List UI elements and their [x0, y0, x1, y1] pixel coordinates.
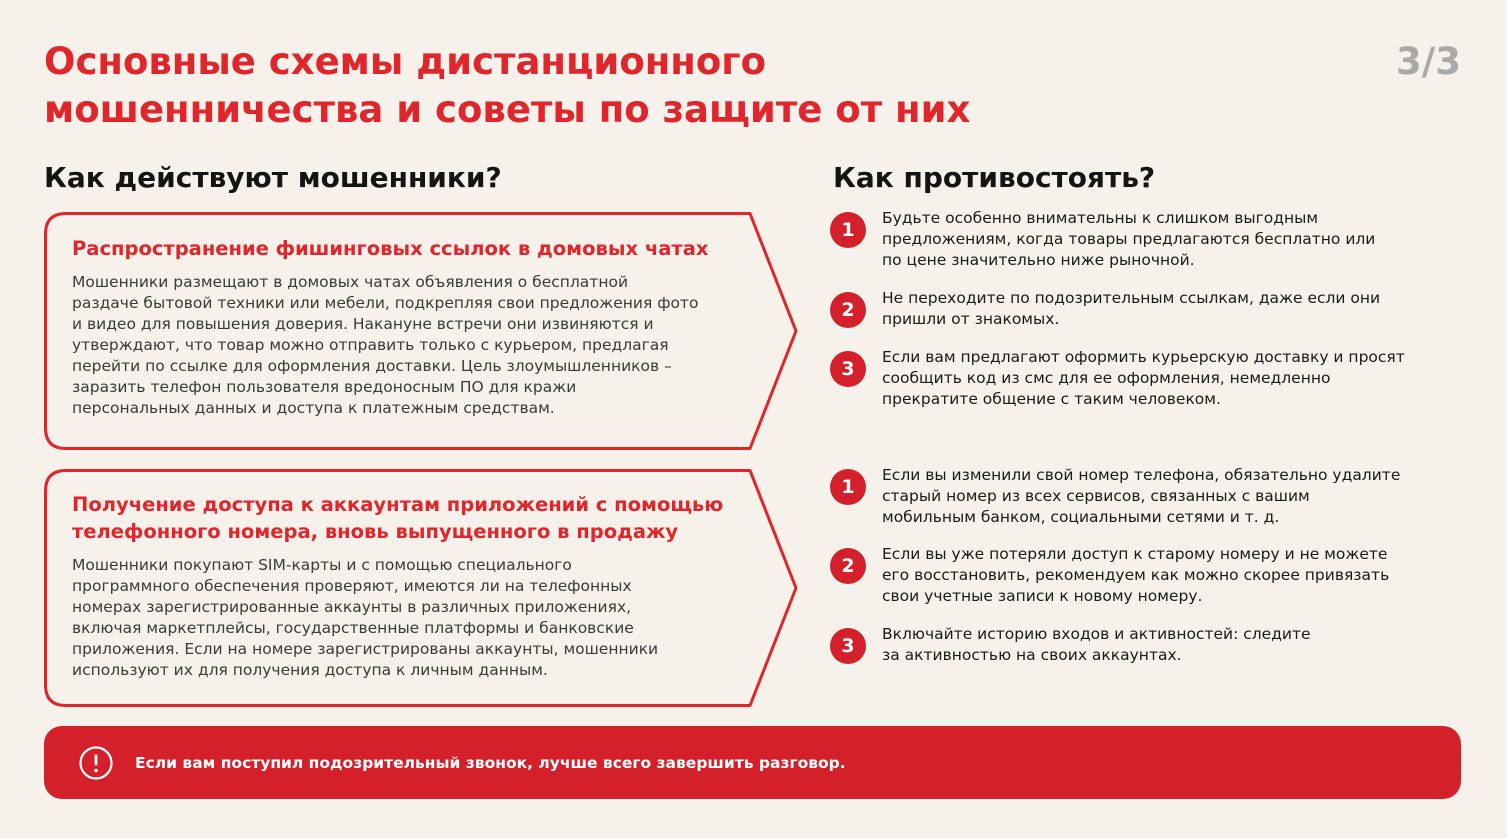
tip-number-badge: 3: [830, 351, 866, 387]
tip-text-line: Если вы уже потеряли доступ к старому номеру и не можете: [882, 545, 1388, 563]
tip-text: [882, 465, 1400, 528]
scheme-description-line: персональных данных и доступа к платежным средствам.: [72, 399, 555, 417]
tip-text: [882, 208, 1375, 271]
page-indicator: 3/3: [1395, 40, 1461, 83]
tip-text-line: пришли от знакомых.: [882, 310, 1060, 328]
tip-number-badge: 2: [830, 548, 866, 584]
tip-text-line: мобильным банком, социальными сетями и т. д.: [882, 508, 1280, 526]
scheme-title-line: Получение доступа к аккаунтам приложений с помощью: [72, 493, 724, 516]
tip-number-badge: 3: [830, 628, 866, 664]
tip-text-line: за активностью на своих аккаунтах.: [882, 646, 1182, 664]
protection-tips-heading: Как противостоять?: [833, 161, 1156, 194]
scheme-description-line: утверждают, что товар можно отправить только с курьером, предлагая: [72, 336, 669, 354]
tip-text-line: Если вам предлагают оформить курьерскую доставку и просят: [882, 348, 1405, 366]
scheme-title-line: телефонного номера, вновь выпущенного в продажу: [72, 520, 679, 543]
scheme-title: [72, 491, 742, 545]
scheme-title: [72, 235, 742, 262]
tip-text-line: Будьте особенно внимательны к слишком выгодным: [882, 209, 1319, 227]
tip-text-line: по цене значительно ниже рыночной.: [882, 251, 1195, 269]
page-title-line: мошенничества и советы по защите от них: [44, 88, 971, 131]
tip-text-line: предложениям, когда товары предлагаются бесплатно или: [882, 230, 1376, 248]
tip-text-line: сообщить код из смс для ее оформления, немедленно: [882, 369, 1331, 387]
scheme-description-line: перейти по ссылке для оформления доставки. Цель злоумышленников –: [72, 357, 672, 375]
tip-text-line: свои учетные записи к новому номеру.: [882, 587, 1203, 605]
scheme-description-line: включая маркетплейсы, государственные платформы и банковские: [72, 619, 634, 637]
scheme-description-line: используют их для получения доступа к личным данным.: [72, 661, 548, 679]
tip-text: [882, 347, 1405, 410]
tip-text-line: его восстановить, рекомендуем как можно скорее привязать: [882, 566, 1390, 584]
tip-number-badge: 1: [830, 212, 866, 248]
scheme-description-line: приложения. Если на номере зарегистрированы аккаунты, мошенники: [72, 640, 659, 658]
tip-text: [882, 544, 1389, 607]
scheme-card-phishing: [44, 212, 804, 450]
tip-number-badge: 2: [830, 292, 866, 328]
tip-text-line: Не переходите по подозрительным ссылкам, даже если они: [882, 289, 1381, 307]
scheme-title-line: Распространение фишинговых ссылок в домовых чатах: [72, 237, 709, 260]
scheme-description-line: программного обеспечения проверяют, имеются ли на телефонных: [72, 577, 632, 595]
tip-number-badge: 1: [830, 469, 866, 505]
scheme-description-line: заразить телефон пользователя вредоносным ПО для кражи: [72, 378, 577, 396]
tip-text: [882, 624, 1311, 666]
warning-banner: [44, 726, 1461, 799]
page-title: [44, 38, 1044, 134]
scheme-description-line: Мошенники размещают в домовых чатах объявления о бесплатной: [72, 273, 629, 291]
fraud-schemes-heading: Как действуют мошенники?: [44, 161, 502, 194]
tip-text: [882, 288, 1380, 330]
tip-text-line: Если вы изменили свой номер телефона, обязательно удалите: [882, 466, 1401, 484]
scheme-card-sim-reuse: [44, 469, 804, 707]
tip-text-line: Включайте историю входов и активностей: следите: [882, 625, 1311, 643]
tip-text-line: старый номер из всех сервисов, связанных с вашим: [882, 487, 1310, 505]
scheme-description: [72, 272, 742, 419]
page-title-line: Основные схемы дистанционного: [44, 40, 767, 83]
scheme-description-line: номерах зарегистрированные аккаунты в различных приложениях,: [72, 598, 632, 616]
scheme-description-line: и видео для повышения доверия. Накануне встречи они извиняются и: [72, 315, 654, 333]
scheme-description-line: раздаче бытовой техники или мебели, подкрепляя свои предложения фото: [72, 294, 699, 312]
exclamation-circle-icon: [79, 746, 113, 780]
warning-banner-text: Если вам поступил подозрительный звонок, лучше всего завершить разговор.: [135, 754, 846, 772]
scheme-description-line: Мошенники покупают SIM-карты и с помощью специального: [72, 556, 572, 574]
scheme-description: [72, 555, 742, 681]
tip-text-line: прекратите общение с таким человеком.: [882, 390, 1221, 408]
